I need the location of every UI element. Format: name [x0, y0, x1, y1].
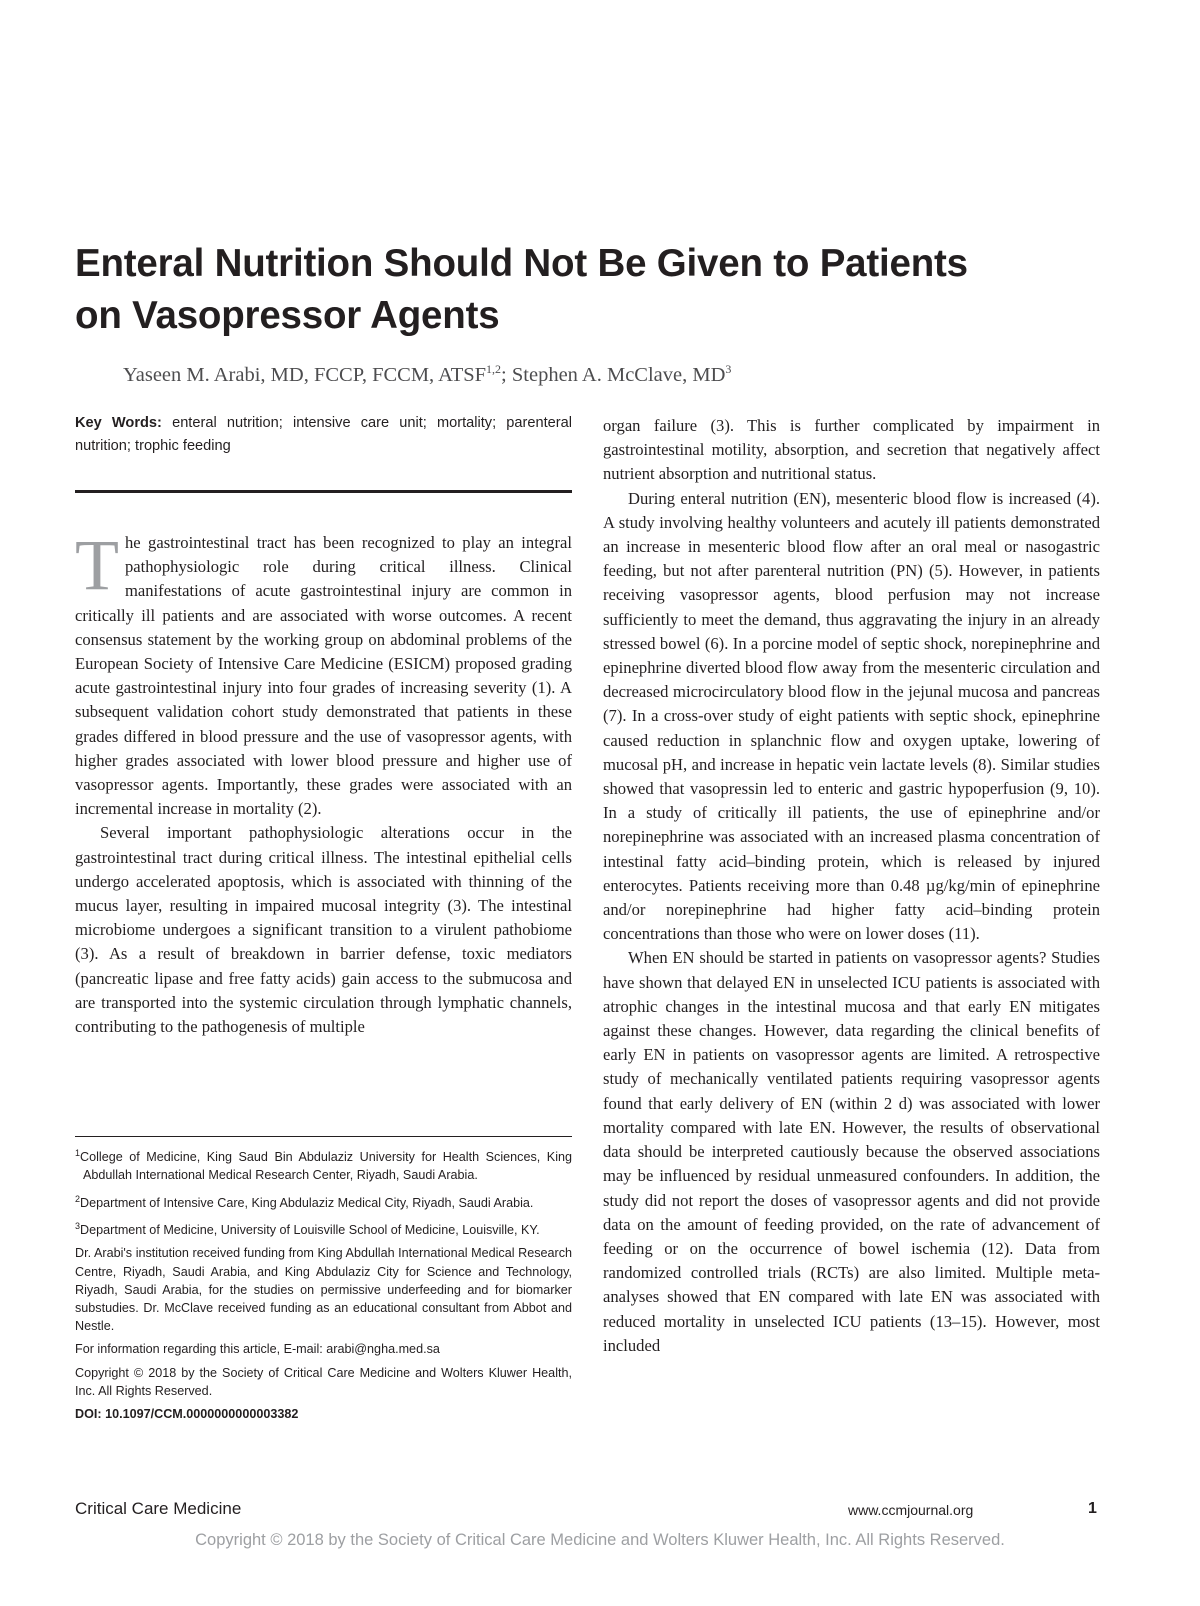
- funding-disclosure: Dr. Arabi's institution received funding from King Abdullah International Medical Research Centre, Riyadh, Saudi Arabia, and King Abdulaziz City for Science and Technology, Riyadh, Saudi Arabia, for the studies on permissive underfeeding and for biomarker substudies. Dr. McClave received funding as an educational consultant from Abbot and Nestle.: [75, 1246, 572, 1334]
- affiliation-1: [75, 1144, 572, 1185]
- drop-cap: T: [75, 525, 119, 605]
- keywords-block: [75, 412, 572, 458]
- body-column-left: [75, 525, 572, 1039]
- journal-name: Critical Care Medicine: [75, 1499, 242, 1518]
- footnotes: [75, 1144, 572, 1428]
- affiliation-2: [75, 1190, 572, 1212]
- affiliation-3: [75, 1217, 572, 1239]
- footnote-divider: [75, 1136, 572, 1137]
- keywords-divider: [75, 490, 572, 493]
- author-list: [123, 362, 731, 387]
- paragraph-1-text: he gastrointestinal tract has been recognized to play an integral pathophysiologic role during critical illness. Clinical manifestations of acute gastrointestinal injury are common in critically ill patients and are associated with worse outcomes. A recent consensus statement by the working group on abdominal problems of the European Society of Intensive Care Medicine (ESICM) proposed grading acute gastrointestinal injury into four grades of increasing severity (1). A subsequent validation cohort study demonstrated that patients in these grades differed in blood pressure and the use of vasopressor agents, with higher grades associated with lower blood pressure and higher use of vasopressor agents. Importantly, these grades were associated with an incremental increase in mortality (2).: [75, 533, 572, 819]
- author-1-affiliation: 1,2: [486, 362, 502, 376]
- affiliation-1-text: College of Medicine, King Saud Bin Abdulaziz University for Health Sciences, King Abdullah International Medical Research Center, Riyadh, Saudi Arabia.: [80, 1150, 572, 1183]
- affiliation-3-marker: 3: [75, 1220, 81, 1231]
- doi: DOI: 10.1097/CCM.0000000000003382: [75, 1407, 299, 1421]
- title-line-1: Enteral Nutrition Should Not Be Given to Patients: [75, 242, 968, 285]
- contact-info: For information regarding this article, E-mail: arabi@ngha.med.sa: [75, 1342, 440, 1357]
- article-title: [75, 238, 1135, 342]
- body-paragraph-2: Several important pathophysiologic alterations occur in the gastrointestinal tract during critical illness. The intestinal epithelial cells undergo accelerated apoptosis, which is associated with thinning of the mucus layer, resulting in impaired mucosal integrity (3). The intestinal microbiome undergoes a significant transition to a virulent pathobiome (3). As a result of breakdown in barrier defense, toxic mediators (pancreatic lipase and free fatty acids) gain access to the submucosa and are transported into the systemic circulation through lymphatic channels, contributing to the pathogenesis of multiple: [75, 823, 572, 1037]
- affiliation-3-text: Department of Medicine, University of Louisville School of Medicine, Louisville, KY.: [80, 1223, 540, 1238]
- copyright-notice: Copyright © 2018 by the Society of Critical Care Medicine and Wolters Kluwer Health, Inc. All Rights Reserved.: [75, 1365, 572, 1398]
- affiliation-1-marker: 1: [75, 1148, 81, 1158]
- affiliation-2-text: Department of Intensive Care, King Abdulaziz Medical City, Riyadh, Saudi Arabia.: [80, 1195, 534, 1210]
- author-2: Stephen A. McClave, MD: [511, 363, 726, 386]
- title-line-2: on Vasopressor Agents: [75, 294, 500, 337]
- body-paragraph-5: When EN should be started in patients on vasopressor agents? Studies have shown that delayed EN in unselected ICU patients is associated with atrophic changes in the intestinal mucosa and that early EN mitigates against these changes. However, data regarding the clinical benefits of early EN in patients on vasopressor agents are limited. A retrospective study of mechanically ventilated patients requiring vasopressor agents found that early delivery of EN (within 2 d) was associated with lower mortality compared with late EN. However, the results of observational data should be interpreted cautiously because the observed associations may be influenced by residual unmeasured confounders. In addition, the study did not report the doses of vasopressor agents and did not provide data on the amount of feeding provided, on the rate of advancement of feeding or on the occurrence of bowel ischemia (12). Data from randomized controlled trials (RCTs) are also limited. Multiple meta-analyses showed that EN compared with late EN was associated with reduced mortality in unselected ICU patients (13–15). However, most included: [603, 948, 1100, 1355]
- copyright-bar: Copyright © 2018 by the Society of Critical Care Medicine and Wolters Kluwer Health, Inc. All Rights Reserved.: [195, 1531, 1005, 1549]
- body-column-right: [603, 414, 1100, 1358]
- keywords-text: enteral nutrition; intensive care unit; mortality; parenteral nutrition; trophic feeding: [75, 415, 573, 454]
- page-number: 1: [1088, 1500, 1097, 1517]
- author-2-affiliation: 3: [725, 362, 732, 376]
- body-paragraph-3: organ failure (3). This is further complicated by impairment in gastrointestinal motility, absorption, and secretion that negatively affect nutrient absorption and nutritional status.: [603, 416, 1100, 484]
- affiliation-2-marker: 2: [75, 1193, 81, 1204]
- keywords-label: Key Words:: [75, 415, 162, 431]
- journal-url: www.ccmjournal.org: [848, 1502, 974, 1518]
- body-paragraph-1: [75, 525, 572, 821]
- body-paragraph-4: During enteral nutrition (EN), mesenteric blood flow is increased (4). A study involving healthy volunteers and acutely ill patients demonstrated an increase in mesenteric blood flow after an oral meal or nasogastric feeding, but not after parenteral nutrition (PN) (5). However, in patients receiving vasopressor agents, blood perfusion may not increase sufficiently to meet the demand, thus aggravating the injury in an already stressed bowel (6). In a porcine model of septic shock, norepinephrine and epinephrine diverted blood flow away from the mesenteric circulation and decreased microcirculatory blood flow in the jejunal mucosa and pancreas (7). In a cross-over study of eight patients with septic shock, epinephrine caused reduction in splanchnic flow and oxygen uptake, lowering of mucosal pH, and increase in hepatic vein lactate levels (8). Similar studies showed that vasopressin led to enteric and gastric hypoperfusion (9, 10). In a study of critically ill patients, the use of epinephrine and/or norepinephrine was associated with an increased plasma concentration of intestinal fatty acid–binding protein, which is released by injured enterocytes. Patients receiving more than 0.48 µg/kg/min of epinephrine and/or norepinephrine had higher fatty acid–binding protein concentrations than those who were on lower doses (11).: [603, 488, 1100, 944]
- author-1: Yaseen M. Arabi, MD, FCCP, FCCM, ATSF: [123, 363, 487, 386]
- author-separator: ;: [501, 363, 512, 386]
